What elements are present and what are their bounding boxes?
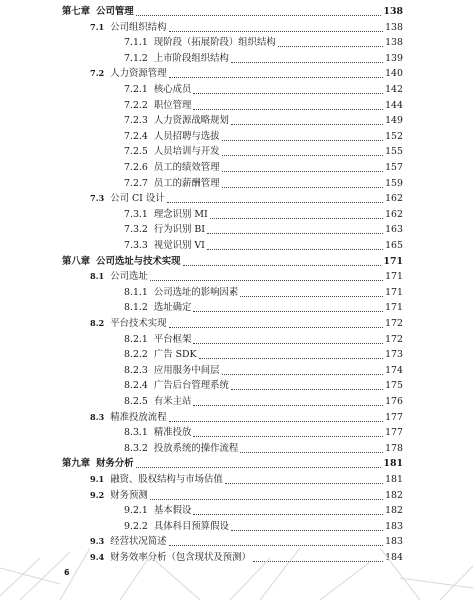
decorative-line-pattern bbox=[0, 548, 473, 600]
toc-dot-leader bbox=[183, 265, 382, 266]
toc-entry-title: 投放系统的操作流程 bbox=[153, 442, 239, 454]
toc-entry-number: 第八章 bbox=[62, 255, 91, 267]
toc-dot-leader bbox=[193, 311, 383, 312]
toc-entry-title: 公司选址的影响因素 bbox=[153, 286, 239, 298]
toc-entry-number: 8.1.2 bbox=[124, 302, 148, 314]
toc-page-number: 178 bbox=[385, 442, 403, 454]
toc-entry-title: 财务效率分析（包含现状及预测） bbox=[110, 552, 251, 563]
toc-entry-label bbox=[124, 162, 220, 174]
toc-entry-number: 7.3 bbox=[90, 193, 105, 204]
toc-entry-label bbox=[124, 334, 191, 346]
toc-entry-label bbox=[124, 224, 205, 236]
toc-entry-label bbox=[124, 37, 276, 49]
toc-entry-number: 9.4 bbox=[90, 552, 105, 562]
toc-entry-title: 核心成员 bbox=[153, 84, 192, 95]
toc-entry-title: 员工的薪酬管理 bbox=[153, 177, 220, 189]
toc-dot-leader bbox=[222, 187, 384, 188]
toc-entry-label bbox=[62, 6, 134, 18]
toc-entry-title: 选址确定 bbox=[153, 302, 192, 314]
toc-entry-title: 公司组织结构 bbox=[110, 21, 167, 33]
toc-subsection-entry[interactable] bbox=[124, 82, 403, 96]
toc-page-number: 152 bbox=[385, 130, 403, 142]
toc-entry-number: 7.2.3 bbox=[124, 115, 148, 127]
toc-entry-number: 7.2.5 bbox=[124, 146, 148, 158]
toc-dot-leader bbox=[222, 374, 384, 375]
toc-page-number: 142 bbox=[385, 84, 403, 95]
toc-page-number: 174 bbox=[385, 364, 403, 376]
toc-dot-leader bbox=[231, 389, 383, 390]
toc-page-number: 183 bbox=[385, 536, 403, 548]
toc-dot-leader bbox=[193, 109, 383, 110]
toc-dot-leader bbox=[169, 421, 384, 422]
toc-entry-label bbox=[124, 302, 191, 314]
toc-dot-leader bbox=[231, 530, 383, 531]
toc-section-entry[interactable] bbox=[90, 488, 403, 502]
toc-entry-title: 应用服务中间层 bbox=[153, 364, 220, 376]
toc-entry-number: 第九章 bbox=[62, 458, 91, 470]
toc-subsection-entry[interactable] bbox=[124, 35, 403, 49]
toc-entry-title: 公司选址与技术实现 bbox=[96, 255, 181, 267]
toc-entry-title: 公司选址 bbox=[110, 271, 148, 283]
toc-subsection-entry[interactable] bbox=[124, 238, 403, 252]
toc-subsection-entry[interactable] bbox=[124, 113, 403, 127]
toc-entry-label bbox=[124, 380, 229, 392]
toc-entry-title: 现阶段（拓展阶段）组织结构 bbox=[153, 37, 276, 49]
toc-entry-label bbox=[124, 178, 220, 190]
toc-entry-number: 9.2.1 bbox=[124, 505, 148, 517]
toc-page-number: 162 bbox=[385, 193, 403, 205]
toc-entry-number: 7.2 bbox=[90, 68, 105, 79]
toc-page-number: 149 bbox=[385, 115, 403, 127]
toc-subsection-entry[interactable] bbox=[124, 519, 403, 533]
toc-entry-title: 公司管理 bbox=[96, 6, 134, 17]
toc-subsection-entry[interactable] bbox=[124, 222, 403, 236]
toc-section-entry[interactable] bbox=[90, 20, 403, 34]
toc-entry-title: 经营状况简述 bbox=[110, 536, 167, 548]
toc-entry-title: 上市阶段组织结构 bbox=[153, 52, 229, 64]
toc-dot-leader bbox=[169, 545, 384, 546]
toc-entry-title: 人力资源管理 bbox=[110, 68, 167, 80]
toc-entry-title: 理念识别 MI bbox=[153, 208, 208, 220]
toc-dot-leader bbox=[225, 483, 383, 484]
toc-subsection-entry[interactable] bbox=[124, 98, 403, 112]
toc-page-number: 144 bbox=[385, 99, 403, 111]
toc-dot-leader bbox=[169, 77, 384, 78]
toc-page-number: 181 bbox=[385, 474, 403, 485]
toc-page-number: 182 bbox=[385, 489, 403, 501]
toc-dot-leader bbox=[193, 93, 383, 94]
toc-dot-leader bbox=[207, 249, 383, 250]
toc-entry-label bbox=[124, 443, 238, 455]
toc-entry-number: 8.2.1 bbox=[124, 333, 148, 345]
toc-entry-number: 7.1.1 bbox=[124, 37, 148, 49]
toc-entry-number: 8.2.4 bbox=[124, 380, 148, 392]
toc-dot-leader bbox=[150, 499, 383, 500]
toc-section-entry[interactable] bbox=[90, 269, 403, 283]
toc-entry-label bbox=[124, 349, 197, 361]
toc-entry-number: 8.2.3 bbox=[124, 364, 148, 376]
toc-page-number: 138 bbox=[385, 37, 403, 49]
toc-entry-number: 8.1.1 bbox=[124, 286, 148, 298]
toc-entry-title: 视觉识别 VI bbox=[153, 240, 205, 251]
toc-page-number: 181 bbox=[383, 458, 403, 470]
toc-subsection-entry[interactable] bbox=[124, 441, 403, 455]
toc-dot-leader bbox=[169, 31, 384, 32]
toc-entry-number: 8.2.5 bbox=[124, 396, 148, 407]
toc-page-number: 176 bbox=[385, 396, 403, 407]
toc-dot-leader bbox=[222, 140, 384, 141]
toc-page-number: 163 bbox=[385, 224, 403, 236]
toc-subsection-entry[interactable] bbox=[124, 176, 403, 190]
toc-dot-leader bbox=[193, 436, 383, 437]
toc-entry-title: 公司 CI 设计 bbox=[110, 193, 165, 205]
toc-page-number: 183 bbox=[385, 520, 403, 532]
toc-dot-leader bbox=[136, 467, 382, 468]
toc-entry-label bbox=[124, 521, 229, 533]
toc-subsection-entry[interactable] bbox=[124, 207, 403, 221]
toc-page-number: 171 bbox=[385, 271, 403, 283]
toc-entry-label bbox=[124, 427, 191, 439]
toc-entry-title: 具体科目预算假设 bbox=[153, 520, 229, 532]
toc-page-number: 139 bbox=[385, 52, 403, 64]
toc-chapter-entry[interactable] bbox=[62, 254, 403, 268]
toc-entry-number: 8.2.2 bbox=[124, 349, 148, 361]
toc-dot-leader bbox=[240, 296, 383, 297]
toc-dot-leader bbox=[167, 202, 384, 203]
toc-page-number: 165 bbox=[385, 240, 403, 251]
toc-entry-number: 7.2.1 bbox=[124, 84, 148, 95]
toc-page-number: 177 bbox=[385, 427, 403, 439]
toc-entry-number: 7.3.3 bbox=[124, 240, 148, 251]
toc-entry-title: 行为识别 BI bbox=[153, 224, 205, 236]
toc-entry-label bbox=[90, 21, 167, 34]
toc-subsection-entry[interactable] bbox=[124, 332, 403, 346]
toc-entry-label bbox=[90, 535, 167, 548]
toc-entry-title: 平台技术实现 bbox=[110, 318, 167, 329]
toc-subsection-entry[interactable] bbox=[124, 347, 403, 361]
toc-dot-leader bbox=[210, 218, 383, 219]
toc-dot-leader bbox=[150, 280, 383, 281]
toc-page-number: 173 bbox=[385, 349, 403, 361]
toc-page-number: 171 bbox=[383, 255, 403, 267]
toc-page-number: 157 bbox=[385, 162, 403, 173]
toc-subsection-entry[interactable] bbox=[124, 394, 403, 408]
toc-entry-label bbox=[124, 240, 205, 252]
toc-entry-label bbox=[124, 287, 238, 299]
toc-page-number: 172 bbox=[385, 318, 403, 329]
toc-entry-label bbox=[90, 270, 148, 283]
toc-page-number: 175 bbox=[385, 380, 403, 392]
toc-page-number: 138 bbox=[383, 6, 403, 17]
toc-entry-number: 7.1 bbox=[90, 21, 105, 32]
toc-page-number: 177 bbox=[385, 411, 403, 423]
toc-entry-number: 7.2.6 bbox=[124, 162, 148, 173]
toc-entry-number: 9.2.2 bbox=[124, 520, 148, 532]
toc-subsection-entry[interactable] bbox=[124, 300, 403, 314]
toc-section-entry[interactable] bbox=[90, 316, 403, 330]
toc-entry-title: 广告后台管理系统 bbox=[153, 380, 229, 392]
toc-entry-number: 7.3.2 bbox=[124, 224, 148, 236]
toc-section-entry[interactable] bbox=[90, 410, 403, 424]
toc-entry-title: 人力资源战略规划 bbox=[153, 115, 229, 127]
toc-entry-label bbox=[62, 458, 134, 470]
toc-subsection-entry[interactable] bbox=[124, 160, 403, 174]
toc-dot-leader bbox=[193, 514, 383, 515]
toc-entry-number: 7.3.1 bbox=[124, 208, 148, 220]
toc-entry-label bbox=[90, 192, 165, 205]
toc-page-number: 159 bbox=[385, 177, 403, 189]
toc-entry-title: 员工的绩效管理 bbox=[153, 162, 220, 173]
toc-entry-title: 人员培训与开发 bbox=[153, 146, 220, 158]
toc-entry-label bbox=[90, 67, 167, 80]
toc-entry-number: 8.1 bbox=[90, 271, 105, 282]
toc-entry-label bbox=[124, 209, 208, 221]
toc-subsection-entry[interactable] bbox=[124, 363, 403, 377]
toc-section-entry[interactable] bbox=[90, 472, 403, 486]
toc-entry-label bbox=[124, 53, 229, 65]
toc-entry-number: 8.3.2 bbox=[124, 442, 148, 454]
toc-chapter-entry[interactable] bbox=[62, 4, 403, 18]
toc-entry-title: 人员招聘与选拔 bbox=[153, 130, 220, 142]
toc-entry-label bbox=[124, 146, 220, 158]
toc-chapter-entry[interactable] bbox=[62, 456, 403, 470]
toc-section-entry[interactable] bbox=[90, 534, 403, 548]
toc-dot-leader bbox=[231, 124, 383, 125]
toc-entry-number: 8.2 bbox=[90, 318, 105, 328]
toc-entry-label bbox=[124, 84, 191, 96]
toc-entry-label bbox=[124, 115, 229, 127]
toc-entry-title: 精准投放流程 bbox=[110, 411, 167, 423]
toc-section-entry[interactable] bbox=[90, 66, 403, 80]
toc-subsection-entry[interactable] bbox=[124, 425, 403, 439]
toc-entry-label bbox=[90, 489, 148, 502]
toc-subsection-entry[interactable] bbox=[124, 51, 403, 65]
toc-entry-label bbox=[124, 131, 220, 143]
toc-entry-number: 第七章 bbox=[62, 6, 91, 17]
toc-entry-label bbox=[90, 473, 223, 486]
toc-entry-number: 7.2.4 bbox=[124, 130, 148, 142]
toc-page-number: 171 bbox=[385, 286, 403, 298]
toc-entry-number: 7.2.7 bbox=[124, 177, 148, 189]
toc-dot-leader bbox=[136, 15, 382, 16]
toc-entry-number: 7.1.2 bbox=[124, 52, 148, 64]
toc-subsection-entry[interactable] bbox=[124, 378, 403, 392]
toc-dot-leader bbox=[278, 46, 383, 47]
toc-entry-title: 财务预测 bbox=[110, 489, 148, 501]
toc-page-number: 162 bbox=[385, 208, 403, 220]
toc-entry-number: 8.3 bbox=[90, 411, 105, 422]
toc-page-number: 182 bbox=[385, 505, 403, 517]
toc-subsection-entry[interactable] bbox=[124, 129, 403, 143]
toc-entry-title: 平台框架 bbox=[153, 333, 192, 345]
toc-dot-leader bbox=[193, 343, 383, 344]
toc-entry-title: 有米主站 bbox=[153, 396, 192, 407]
toc-dot-leader bbox=[169, 327, 384, 328]
toc-entry-title: 职位管理 bbox=[153, 99, 192, 111]
toc-dot-leader bbox=[222, 155, 384, 156]
toc-entry-number: 7.2.2 bbox=[124, 99, 148, 111]
toc-entry-label bbox=[90, 411, 167, 424]
toc-entry-title: 财务分析 bbox=[96, 458, 134, 470]
toc-page-number: 138 bbox=[385, 21, 403, 33]
toc-entry-label bbox=[124, 505, 191, 517]
toc-entry-number: 9.2 bbox=[90, 489, 105, 500]
toc-entry-number: 9.3 bbox=[90, 536, 105, 547]
toc-entry-label bbox=[90, 317, 167, 330]
toc-entry-label bbox=[124, 396, 191, 408]
toc-dot-leader bbox=[231, 62, 383, 63]
toc-page-number: 171 bbox=[385, 302, 403, 314]
toc-page-number: 172 bbox=[385, 333, 403, 345]
toc-entry-label bbox=[124, 100, 191, 112]
page-number: 6 bbox=[64, 568, 70, 577]
toc-dot-leader bbox=[199, 358, 384, 359]
toc-subsection-entry[interactable] bbox=[124, 503, 403, 517]
toc-entry-number: 9.1 bbox=[90, 474, 105, 484]
toc-subsection-entry[interactable] bbox=[124, 285, 403, 299]
toc-page-number: 155 bbox=[385, 146, 403, 158]
toc-subsection-entry[interactable] bbox=[124, 144, 403, 158]
toc-entry-label bbox=[62, 256, 181, 268]
toc-entry-title: 基本假设 bbox=[153, 505, 192, 517]
toc-section-entry[interactable] bbox=[90, 191, 403, 205]
toc-entry-title: 融资、股权结构与市场估值 bbox=[110, 474, 223, 485]
toc-entry-title: 精准投放 bbox=[153, 427, 192, 439]
toc-entry-title: 广告 SDK bbox=[153, 349, 197, 361]
toc-dot-leader bbox=[222, 171, 384, 172]
toc-page-number: 184 bbox=[385, 552, 403, 563]
toc-dot-leader bbox=[193, 405, 383, 406]
toc-dot-leader bbox=[240, 452, 383, 453]
toc-page-number: 140 bbox=[385, 68, 403, 80]
toc-entry-label bbox=[124, 365, 220, 377]
toc-entry-number: 8.3.1 bbox=[124, 427, 148, 439]
toc-dot-leader bbox=[207, 233, 383, 234]
